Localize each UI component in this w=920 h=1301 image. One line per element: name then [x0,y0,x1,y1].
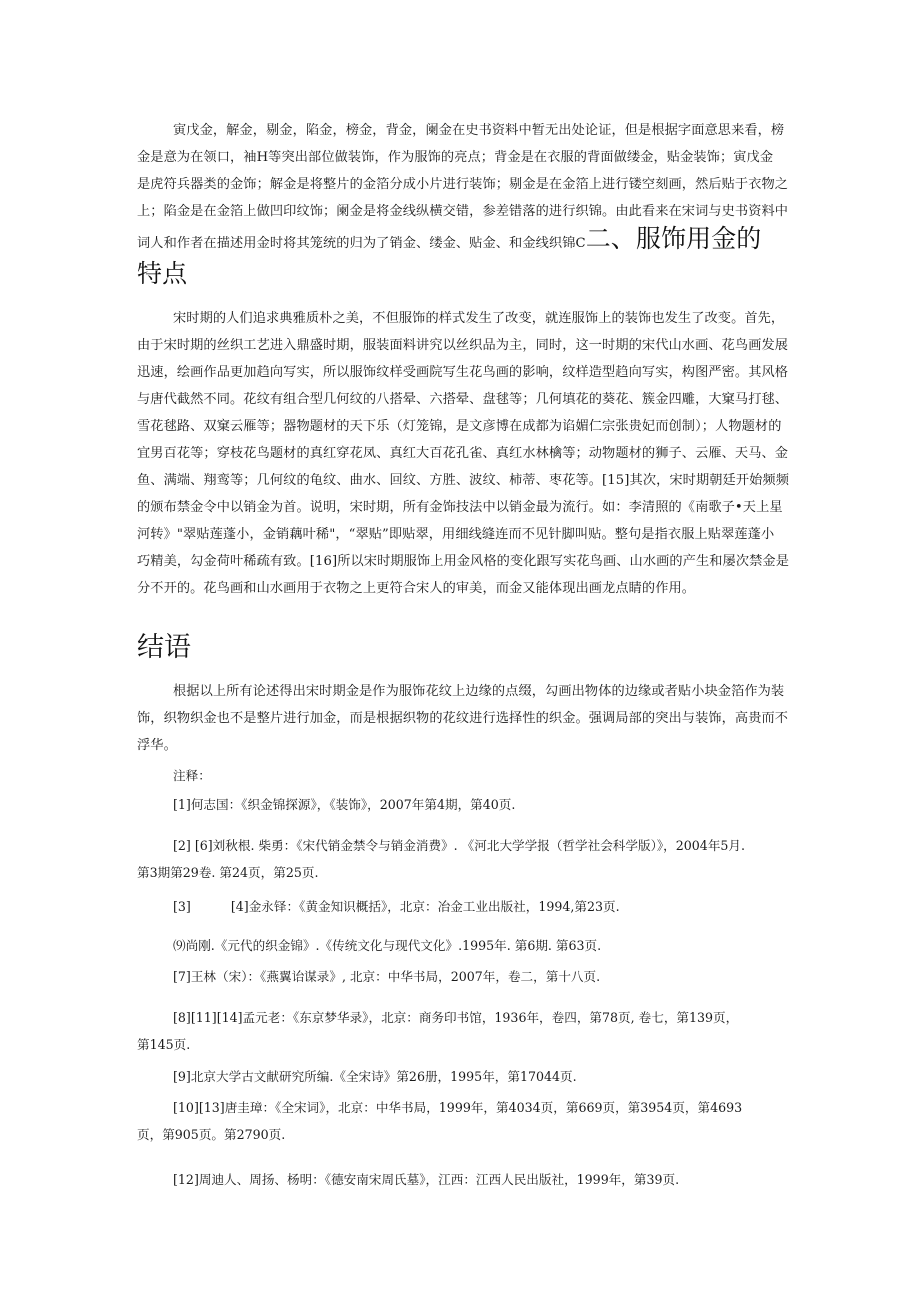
note-text: 页，第905页。第2790页. [137,1127,286,1142]
note-item-8 [137,1094,787,1148]
text-line: 迅速，绘画作品更加趋向写实，所以服饰纹样受画院写生花鸟画的影响，纹样造型趋向写实，构图严密。其风格 [137,365,789,380]
note-item-4 [137,932,823,959]
text-line-with-heading [137,225,787,259]
note-text: 第145页. [137,1037,191,1052]
note-text: [1]何志国：《织金锦探源》，《装饰》，2007年第4期，第40页. [173,797,516,812]
text-line: 巧精美，勾金荷叶稀疏有致。[16]所以宋时期服饰上用金风格的变化跟写实花鸟画、山水画的产生和屡次禁金是 [137,554,789,569]
section-heading-2-part2: 特点 [137,259,188,288]
note-text: [2] [6]刘秋根. 柴勇：《宋代销金禁令与销金消费》. 《河北大学学报（哲学社会科学版）》，2004年5月. [173,838,746,853]
text-line: 的颁布禁金令中以销金为首。说明，宋时期，所有金饰技法中以销金最为流行。如：李清照的《南歌子•天上星 [137,500,783,515]
text-line: 宋时期的人们追求典雅质朴之美，不但服饰的样式发生了改变，就连服饰上的装饰也发生了改变。首先， [173,311,785,326]
note-text: ⑼尚刚.《元代的织金锦》.《传统文化与现代文化》.1995年. 第6期. 第63页. [173,938,602,953]
text-line: 宜男百花等；穿枝花鸟题材的真红穿花凤、真红大百花孔雀、真红水林檎等；动物题材的狮子、云雁、天马、金 [137,446,789,461]
section-heading-2-part1: 二、服饰用金的 [585,224,762,253]
text-line: 寅戊金，解金，剔金，陷金，榜金，背金，阑金在史书资料中暂无出处论证，但是根据字面意思来看，榜 [173,123,785,138]
text-line: 鱼、满端、翔鸾等；几何纹的龟纹、曲水、回纹、方胜、波纹、柿蒂、枣花等。[15]其次，宋时期朝廷开始频频 [137,473,789,488]
text-line: 词人和作者在描述用金时将其笼统的归为了销金、缕金、贴金、和金线织锦C [137,236,586,251]
text-line: 由于宋时期的丝织工艺进入鼎盛时期，服装面料讲究以丝织品为主，同时，这一时期的宋代山水画、花鸟画发展 [137,338,789,353]
note-text: 第3期第29卷. 第24页，第25页. [137,865,319,880]
note-text: [10][13]唐圭璋：《全宋词》，北京：中华书局，1999年，第4034页，第669页，第3954页，第4693 [173,1100,743,1115]
note-text: [7]王林（宋）：《燕翼诒谋录》, 北京：中华书局，2007年，卷二，第十八页. [173,969,601,984]
conclusion-heading: 结语 [137,632,191,663]
note-text: [12]周迪人、周扬、杨明：《德安南宋周氏墓》，江西：江西人民出版社，1999年，第39页. [173,1172,680,1187]
note-item-6 [137,1004,787,1058]
note-item-5 [137,963,823,990]
note-text: [8][11][14]孟元老：《东京梦华录》，北京：商务印书馆，1936年，卷四，第78页, 卷七，第139页， [173,1010,739,1025]
text-line: 饰，织物织金也不是整片进行加金，而是根据织物的花纹进行选择性的织金。强调局部的突出与装饰，高贵而不 [137,711,789,726]
paragraph-gold-features [137,305,787,602]
text-line: 是虎符兵器类的金饰；解金是将整片的金箔分成小片进行装饰；剔金是在金箔上进行镂空刻画，然后贴于衣物之 [137,177,789,192]
note-text: [9]北京大学古文献研究所编.《全宋诗》第26册，1995年，第17044页. [173,1069,577,1084]
text-line: 雪花毬路、双窠云雁等；器物题材的天下乐（灯笼锦，是文彦博在成都为谄媚仁宗张贵妃而创制）；人物题材的 [137,419,782,434]
text-line: 与唐代截然不同。花纹有组合型几何纹的八搭晕、六搭晕、盘毬等；几何填花的葵花、簇金四雕，大窠马打毬、 [137,392,789,407]
note-text: [3] [4]金永铎：《黄金知识概括》，北京：冶金工业出版社，1994,第23页. [173,899,620,914]
note-item-1 [137,791,823,818]
text-line: 根据以上所有论述得出宋时期金是作为服饰花纹上边缘的点缀，勾画出物体的边缘或者贴小块金箔作为装 [173,684,785,699]
note-item-7 [137,1063,823,1090]
text-line: 分不开的。花鸟画和山水画用于衣物之上更符合宋人的审美，而金又能体现出画龙点睛的作用。 [137,581,696,596]
notes-label: 注释： [173,768,211,783]
text-line: 浮华。 [137,738,177,753]
note-item-2 [137,832,787,886]
text-line: 金是意为在领口，袖H等突出部位做装饰，作为服饰的亮点；背金是在衣服的背面做缕金，贴金装饰；寅戊金 [137,150,774,165]
text-line: 上；陷金是在金箔上做凹印纹饰；阑金是将金线纵横交错，参差错落的进行织锦。由此看来在宋词与史书资料中 [137,204,789,219]
paragraph-gold-techniques [137,117,787,289]
note-item-3 [137,893,823,920]
paragraph-conclusion [137,678,787,759]
note-item-9 [137,1166,823,1193]
text-line: 河转》"翠贴莲蓬小，金销藕叶稀"，“翠贴”即贴翠，用细线缝连而不见针脚叫贴。整句是指衣服上贴翠莲蓬小 [137,527,775,542]
